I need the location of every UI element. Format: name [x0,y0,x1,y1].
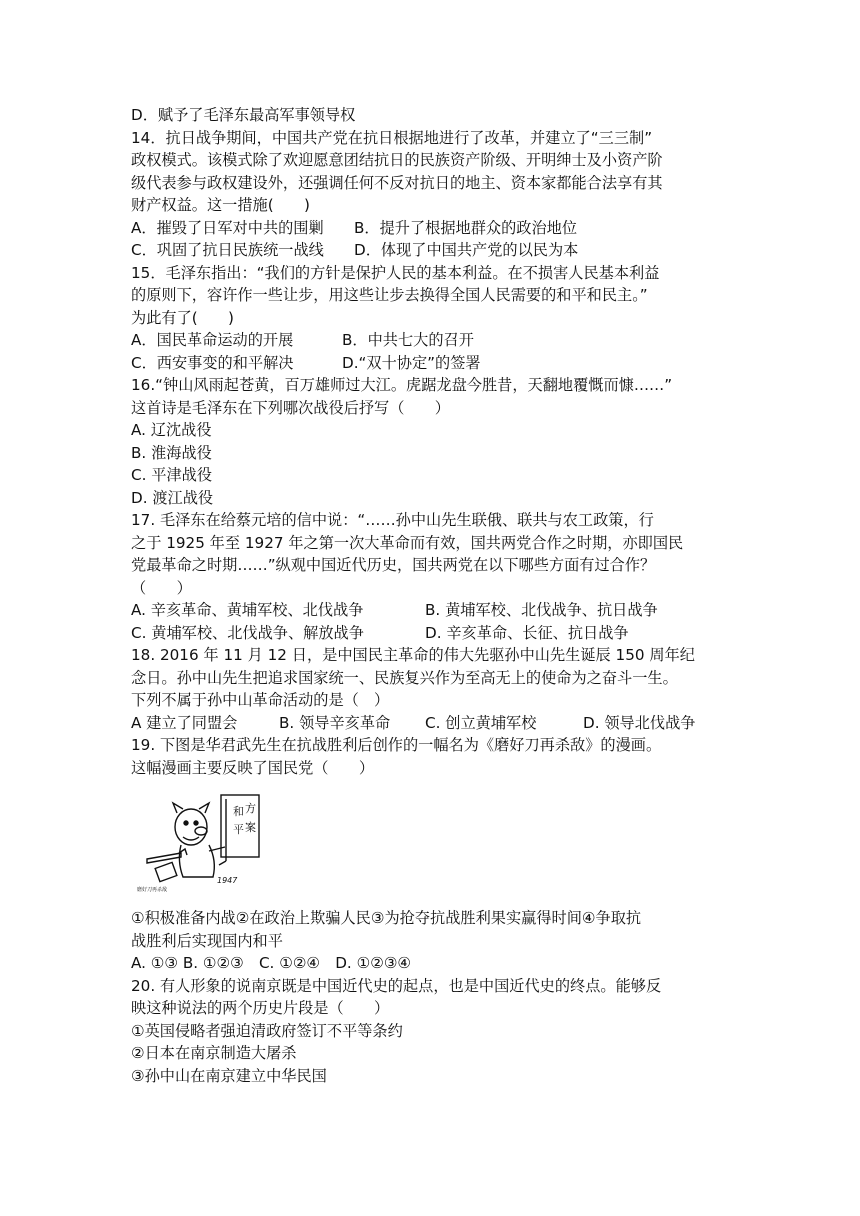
sign-char-1: 和 [233,805,244,818]
q14-option-a: A．摧毁了日军对中共的围剿 [131,218,324,237]
q16-stem-line2: 这首诗是毛泽东在下列哪次战役后抒写（ ） [131,398,450,417]
q15-option-b: B．中共七大的召开 [342,331,474,349]
cartoon-figure [131,791,731,897]
q15-options-row1 [131,329,731,352]
q20-statement-1: ①英国侵略者强迫清政府签订不平等条约 [131,1021,403,1040]
q15-stem-line2: 的原则下，容许作一些让步，用这些让步去换得全国人民需要的和平和民主。” [131,286,648,304]
q14-option-d: D．体现了中国共产党的以民为本 [354,241,579,259]
exam-page [131,104,731,1087]
cartoon-caption: 磨好刀再杀敌 [137,887,168,893]
q20-stem-line2: 映这种说法的两个历史片段是（ ） [131,999,390,1017]
knife [147,853,181,863]
q15-stem-line1: 15．毛泽东指出：“我们的方针是保护人民的基本利益。在不损害人民基本利益 [131,263,660,282]
q15-option-c: C．西安事变的和平解决 [131,353,294,372]
whetstone [155,862,177,881]
cartoon-drawing [133,791,273,897]
q15-option-d: D.“双十协定”的签署 [342,353,481,372]
q19-options: A. ①③ B. ①②③ C. ①②④ D. ①②③④ [131,954,412,972]
q17-stem-line3: 党最革命之时期……”纵观中国近代历史，国共两党在以下哪些方面有过合作？ [131,556,656,574]
q15-option-a: A．国民革命运动的开展 [131,331,294,349]
q14-stem-line4: 财产权益。这一措施( ) [131,196,310,214]
q17-stem-line4: （ ） [131,578,192,597]
q19-stem-line2: 这幅漫画主要反映了国民党（ ） [131,758,374,777]
q15-stem-line3: 为此有了( ) [131,308,234,327]
q17-option-d: D. 辛亥革命、长征、抗日战争 [425,623,629,642]
q17-options-row2 [131,622,731,645]
q15-options-row2 [131,352,731,375]
q17-options-row1 [131,599,731,622]
sign-char-2: 方 [245,802,256,815]
q14-option-c: C．巩固了抗日民族统一战线 [131,241,324,259]
q16-option-d: D. 渡江战役 [131,488,214,507]
q14-options-row2 [131,239,731,262]
q20-statement-2: ②日本在南京制造大屠杀 [131,1044,297,1062]
q14-stem-line3: 级代表参与政权建设外，还强调任何不反对抗日的地主、资本家都能合法享有其 [131,173,663,192]
q16-option-b: B. 淮海战役 [131,443,212,462]
q17-option-c: C. 黄埔军校、北伐战争、解放战争 [131,623,364,642]
q16-stem-line1: 16.“钟山风雨起苍黄，百万雄师过大江。虎踞龙盘今胜昔，天翻地覆慨而慷……” [131,376,673,394]
q20-statement-3: ③孙中山在南京建立中华民国 [131,1066,327,1085]
q14-options-row1 [131,217,731,240]
q14-stem-line1: 14．抗日战争期间，中国共产党在抗日根据地进行了改革，并建立了“三三制” [131,128,653,147]
q18-option-a: A 建立了同盟会 [131,713,238,732]
q16-option-a: A. 辽沈战役 [131,421,212,439]
q18-options-row [131,712,731,735]
q18-stem-line1: 18. 2016 年 11 月 12 日，是中国民主革命的伟大先驱孙中山先生诞辰 150 周年纪 [131,646,695,664]
sign-char-4: 案 [245,821,256,834]
q13-option-d: D．赋予了毛泽东最高军事领导权 [131,106,356,124]
q19-statements-line2: 战胜利后实现国内和平 [131,931,283,950]
q14-stem-line2: 政权模式。该模式除了欢迎愿意团结抗日的民族资产阶级、开明绅士及小资产阶 [131,151,663,169]
q17-stem-line1: 17. 毛泽东在给蔡元培的信中说：“……孙中山先生联俄、联共与农工政策，行 [131,511,654,529]
q14-option-b: B．提升了根据地群众的政治地位 [354,218,578,237]
sign-char-3: 平 [233,823,244,836]
cartoon-year: 1947 [217,876,238,885]
q18-option-c: C. 创立黄埔军校 [425,713,537,732]
q17-option-b: B. 黄埔军校、北伐战争、抗日战争 [425,601,658,619]
q18-option-d: D. 领导北伐战争 [583,713,696,732]
q19-stem-line1: 19. 下图是华君武先生在抗战胜利后创作的一幅名为《磨好刀再杀敌》的漫画。 [131,736,662,754]
q17-stem-line2: 之于 1925 年至 1927 年之第一次大革命而有效，国共两党合作之时期，亦即国民 [131,533,684,552]
q18-stem-line2: 念日。孙中山先生把追求国家统一、民族复兴作为至高无上的使命为之奋斗一生。 [131,668,678,687]
q20-stem-line1: 20. 有人形象的说南京既是中国近代史的起点，也是中国近代史的终点。能够反 [131,976,662,995]
q19-statements-line1: ①积极准备内战②在政治上欺骗人民③为抢夺抗战胜利果实赢得时间④争取抗 [131,909,642,927]
q17-option-a: A. 辛亥革命、黄埔军校、北伐战争 [131,601,364,619]
q16-option-c: C. 平津战役 [131,466,213,484]
q18-option-b: B. 领导辛亥革命 [279,713,391,732]
q18-stem-line3: 下列不属于孙中山革命活动的是（ ） [131,691,390,709]
